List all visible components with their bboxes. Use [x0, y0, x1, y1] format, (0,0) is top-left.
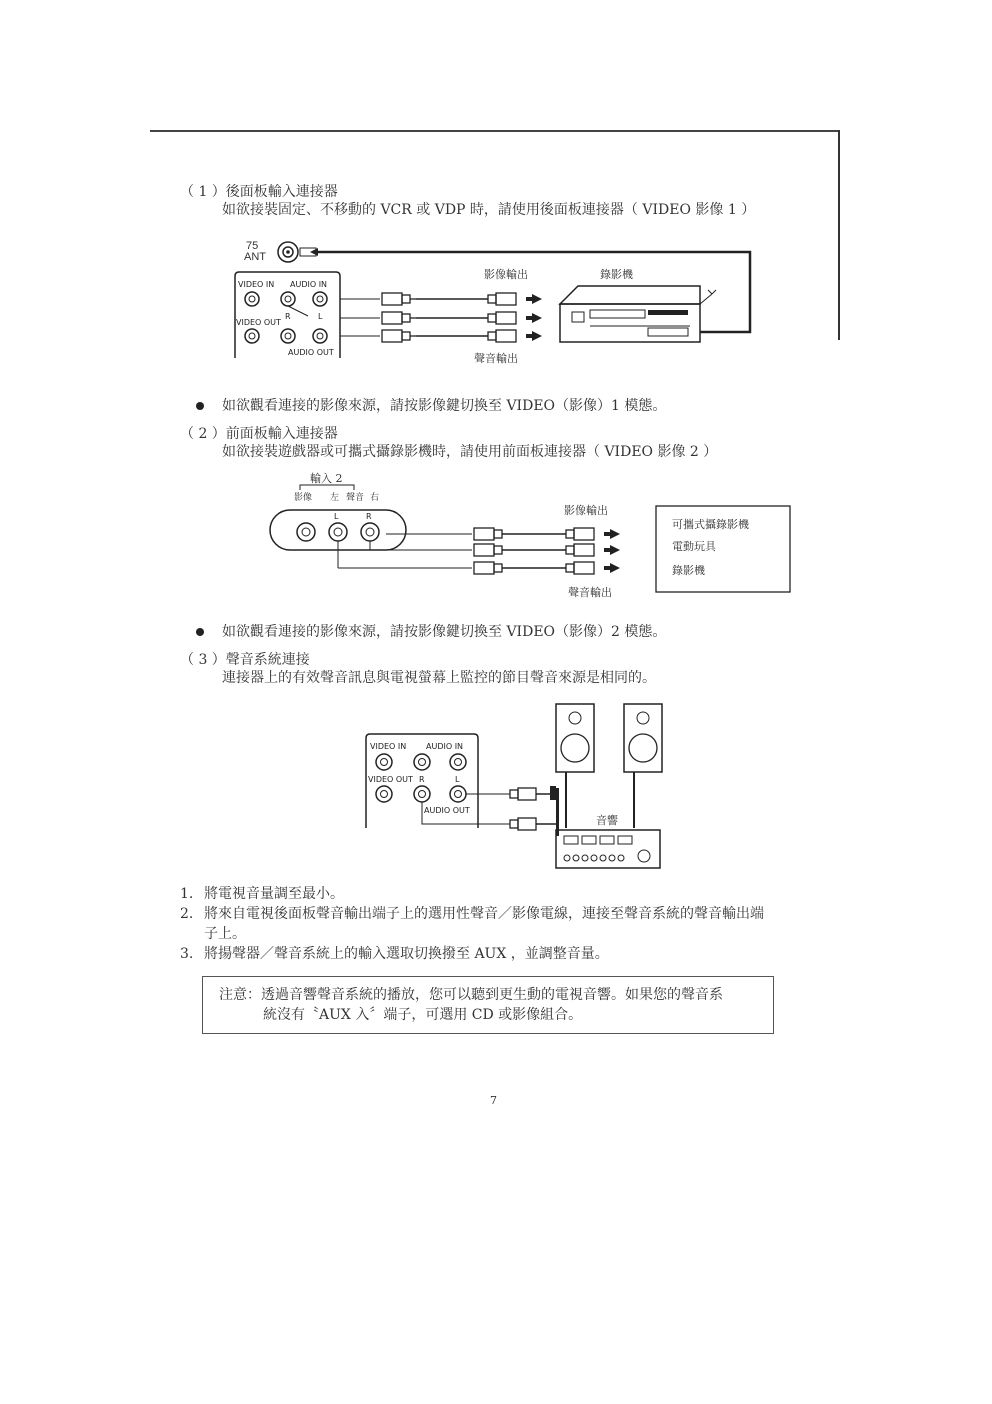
audio-label: 聲音	[346, 493, 365, 503]
device-game: 電動玩具	[672, 540, 716, 553]
note-line2: 統沒有〝AUX 入〞端子，可選用 CD 或影像組合。	[263, 1007, 583, 1023]
section1-description: 如欲接裝固定、不移動的 VCR 或 VDP 時，請使用後面板連接器（ VIDEO 影像 1 ）	[222, 202, 756, 218]
audio-output-label: 聲音輸出	[568, 586, 612, 599]
section1-bullet: 如欲觀看連接的影像來源，請按影像鍵切換至 VIDEO（影像）1 模態。	[222, 398, 667, 414]
device-vcr: 錄影機	[672, 564, 705, 577]
page-number: 7	[490, 1094, 497, 1107]
vcr-label: 錄影機	[600, 268, 633, 281]
note-box	[202, 976, 774, 1034]
section2-description: 如欲接裝遊戲器或可攜式攝錄影機時，請使用前面板連接器（ VIDEO 影像 2 ）	[222, 444, 718, 460]
left-label: 左	[330, 493, 340, 503]
bullet-dot	[196, 402, 204, 410]
rear-panel-diagram	[230, 234, 770, 374]
audio-in-label: AUDIO IN	[290, 280, 328, 289]
audio-output-label: 聲音輸出	[474, 352, 518, 365]
r-label: R	[419, 775, 425, 784]
video-out-label: VIDEO OUT	[368, 775, 413, 784]
section3-heading: （ 3 ）聲音系統連接	[180, 652, 310, 668]
video-output-label: 影像輸出	[484, 268, 528, 281]
audio-in-label: AUDIO IN	[426, 742, 464, 751]
front-panel-diagram	[266, 468, 806, 604]
l-label: L	[318, 312, 323, 321]
ant-label: ANT	[244, 251, 266, 263]
section2-heading: （ 2 ）前面板輸入連接器	[180, 426, 338, 442]
video-out-label: VIDEO OUT	[236, 318, 281, 327]
right-label: 右	[370, 493, 380, 503]
video-label: 影像	[294, 493, 313, 503]
audio-out-label: AUDIO OUT	[424, 806, 470, 815]
bullet-dot	[196, 628, 204, 636]
video-in-label: VIDEO IN	[370, 742, 407, 751]
audio-system-drawing	[360, 700, 680, 876]
step-number: 2.	[180, 906, 194, 922]
video-in-label: VIDEO IN	[238, 280, 275, 289]
r-label: R	[285, 312, 291, 321]
video-output-label: 影像輸出	[564, 504, 608, 517]
step-text: 將來自電視後面板聲音輸出端子上的選用性聲音／影像電線，連接至聲音系統的聲音輸出端	[204, 906, 764, 922]
ant-number: 75	[246, 240, 259, 252]
audio-system-diagram	[360, 700, 680, 876]
step-number: 1.	[180, 886, 194, 902]
front-panel-drawing	[266, 468, 806, 604]
section2-bullet: 如欲觀看連接的影像來源，請按影像鍵切換至 VIDEO（影像）2 模態。	[222, 624, 667, 640]
input2-label: 輸入 2	[310, 472, 343, 485]
r-label: R	[366, 512, 372, 521]
section3-description: 連接器上的有效聲音訊息與電視螢幕上監控的節目聲音來源是相同的。	[222, 670, 656, 686]
step-text: 子上。	[204, 926, 246, 942]
scan-right-edge	[838, 130, 840, 340]
section1-heading: （ 1 ）後面板輸入連接器	[180, 184, 338, 200]
note-line1: 注意：透過音響聲音系統的播放，您可以聽到更生動的電視音響。如果您的聲音系	[219, 987, 723, 1003]
stereo-label: 音響	[596, 814, 618, 827]
l-label: L	[455, 775, 460, 784]
l-label: L	[334, 512, 339, 521]
step-text: 將揚聲器／聲音系統上的輸入選取切換撥至 AUX ，並調整音量。	[204, 946, 609, 962]
scan-top-line	[150, 130, 840, 132]
step-text: 將電視音量調至最小。	[204, 886, 344, 902]
step-number: 3.	[180, 946, 194, 962]
audio-out-label: AUDIO OUT	[288, 348, 334, 357]
device-camcorder: 可攜式攝錄影機	[672, 518, 749, 531]
